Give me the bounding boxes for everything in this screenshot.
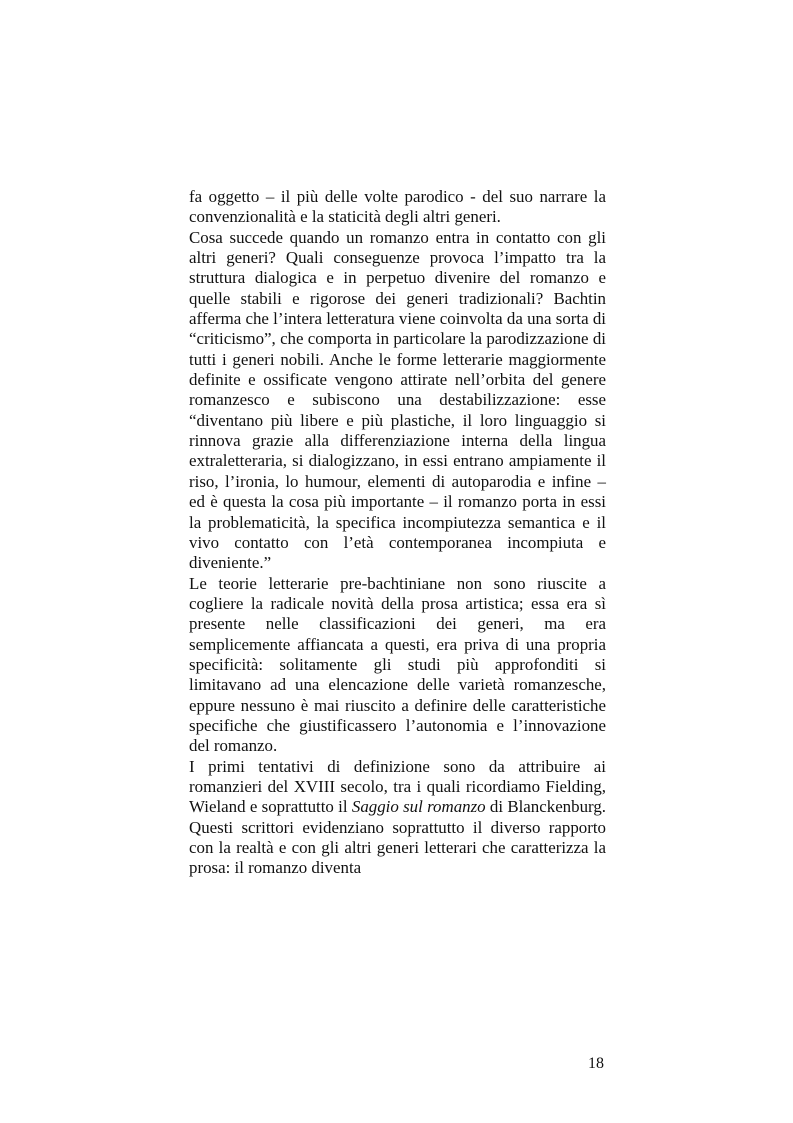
paragraph	[189, 757, 606, 879]
page-number: 18	[588, 1055, 604, 1072]
paragraph-text: di Blanckenburg. Questi scrittori evidenziano soprattutto il diverso rapporto con la realtà e con gli altri generi letterari che caratterizza la prosa: il romanzo diventa	[189, 797, 607, 878]
paragraph: Le teorie letterarie pre-bachtiniane non sono riuscite a cogliere la radicale novità della prosa artistica; essa era sì presente nelle classificazioni dei generi, ma era semplicemente affiancata a questi, era priva di una propria specificità: solitamente gli studi più approfonditi si limitavano ad una elencazione delle varietà romanzesche, eppure nessuno è mai riuscito a definire delle caratteristiche specifiche che giustificassero l’autonomia e l’innovazione del romanzo.	[189, 573, 606, 756]
paragraph-text: I primi tentativi di definizione sono da attribuire ai romanzieri del XVIII secolo, tra i quali ricordiamo Fielding, Wieland e soprattutto il	[189, 756, 606, 817]
paragraph: Cosa succede quando un romanzo entra in contatto con gli altri generi? Quali conseguenze provoca l’impatto tra la struttura dialogica e in perpetuo divenire del romanzo e quelle stabili e rigorose dei generi tradizionali? Bachtin afferma che l’intera letteratura viene coinvolta da una sorta di “criticismo”, che comporta in particolare la parodizzazione di tutti i generi nobili. Anche le forme letterarie maggiormente definite e ossificate vengono attirate nell’orbita del genere romanzesco e subiscono una destabilizzazione: esse “diventano più libere e più plastiche, il loro linguaggio si rinnova grazie alla differenziazione interna della lingua extraletteraria, si dialogizzano, in essi entrano ampiamente il riso, l’ironia, lo humour, elementi di autoparodia e infine – ed è questa la cosa più importante – il romanzo porta in essi la problematicità, la specifica incompiutezza semantica e il vivo contatto con l’età contemporanea incompiuta e diveniente.”	[189, 227, 606, 573]
book-title: Saggio sul romanzo	[351, 797, 486, 817]
body-text	[189, 187, 606, 879]
paragraph: fa oggetto – il più delle volte parodico - del suo narrare la convenzionalità e la staticità degli altri generi.	[189, 187, 606, 227]
